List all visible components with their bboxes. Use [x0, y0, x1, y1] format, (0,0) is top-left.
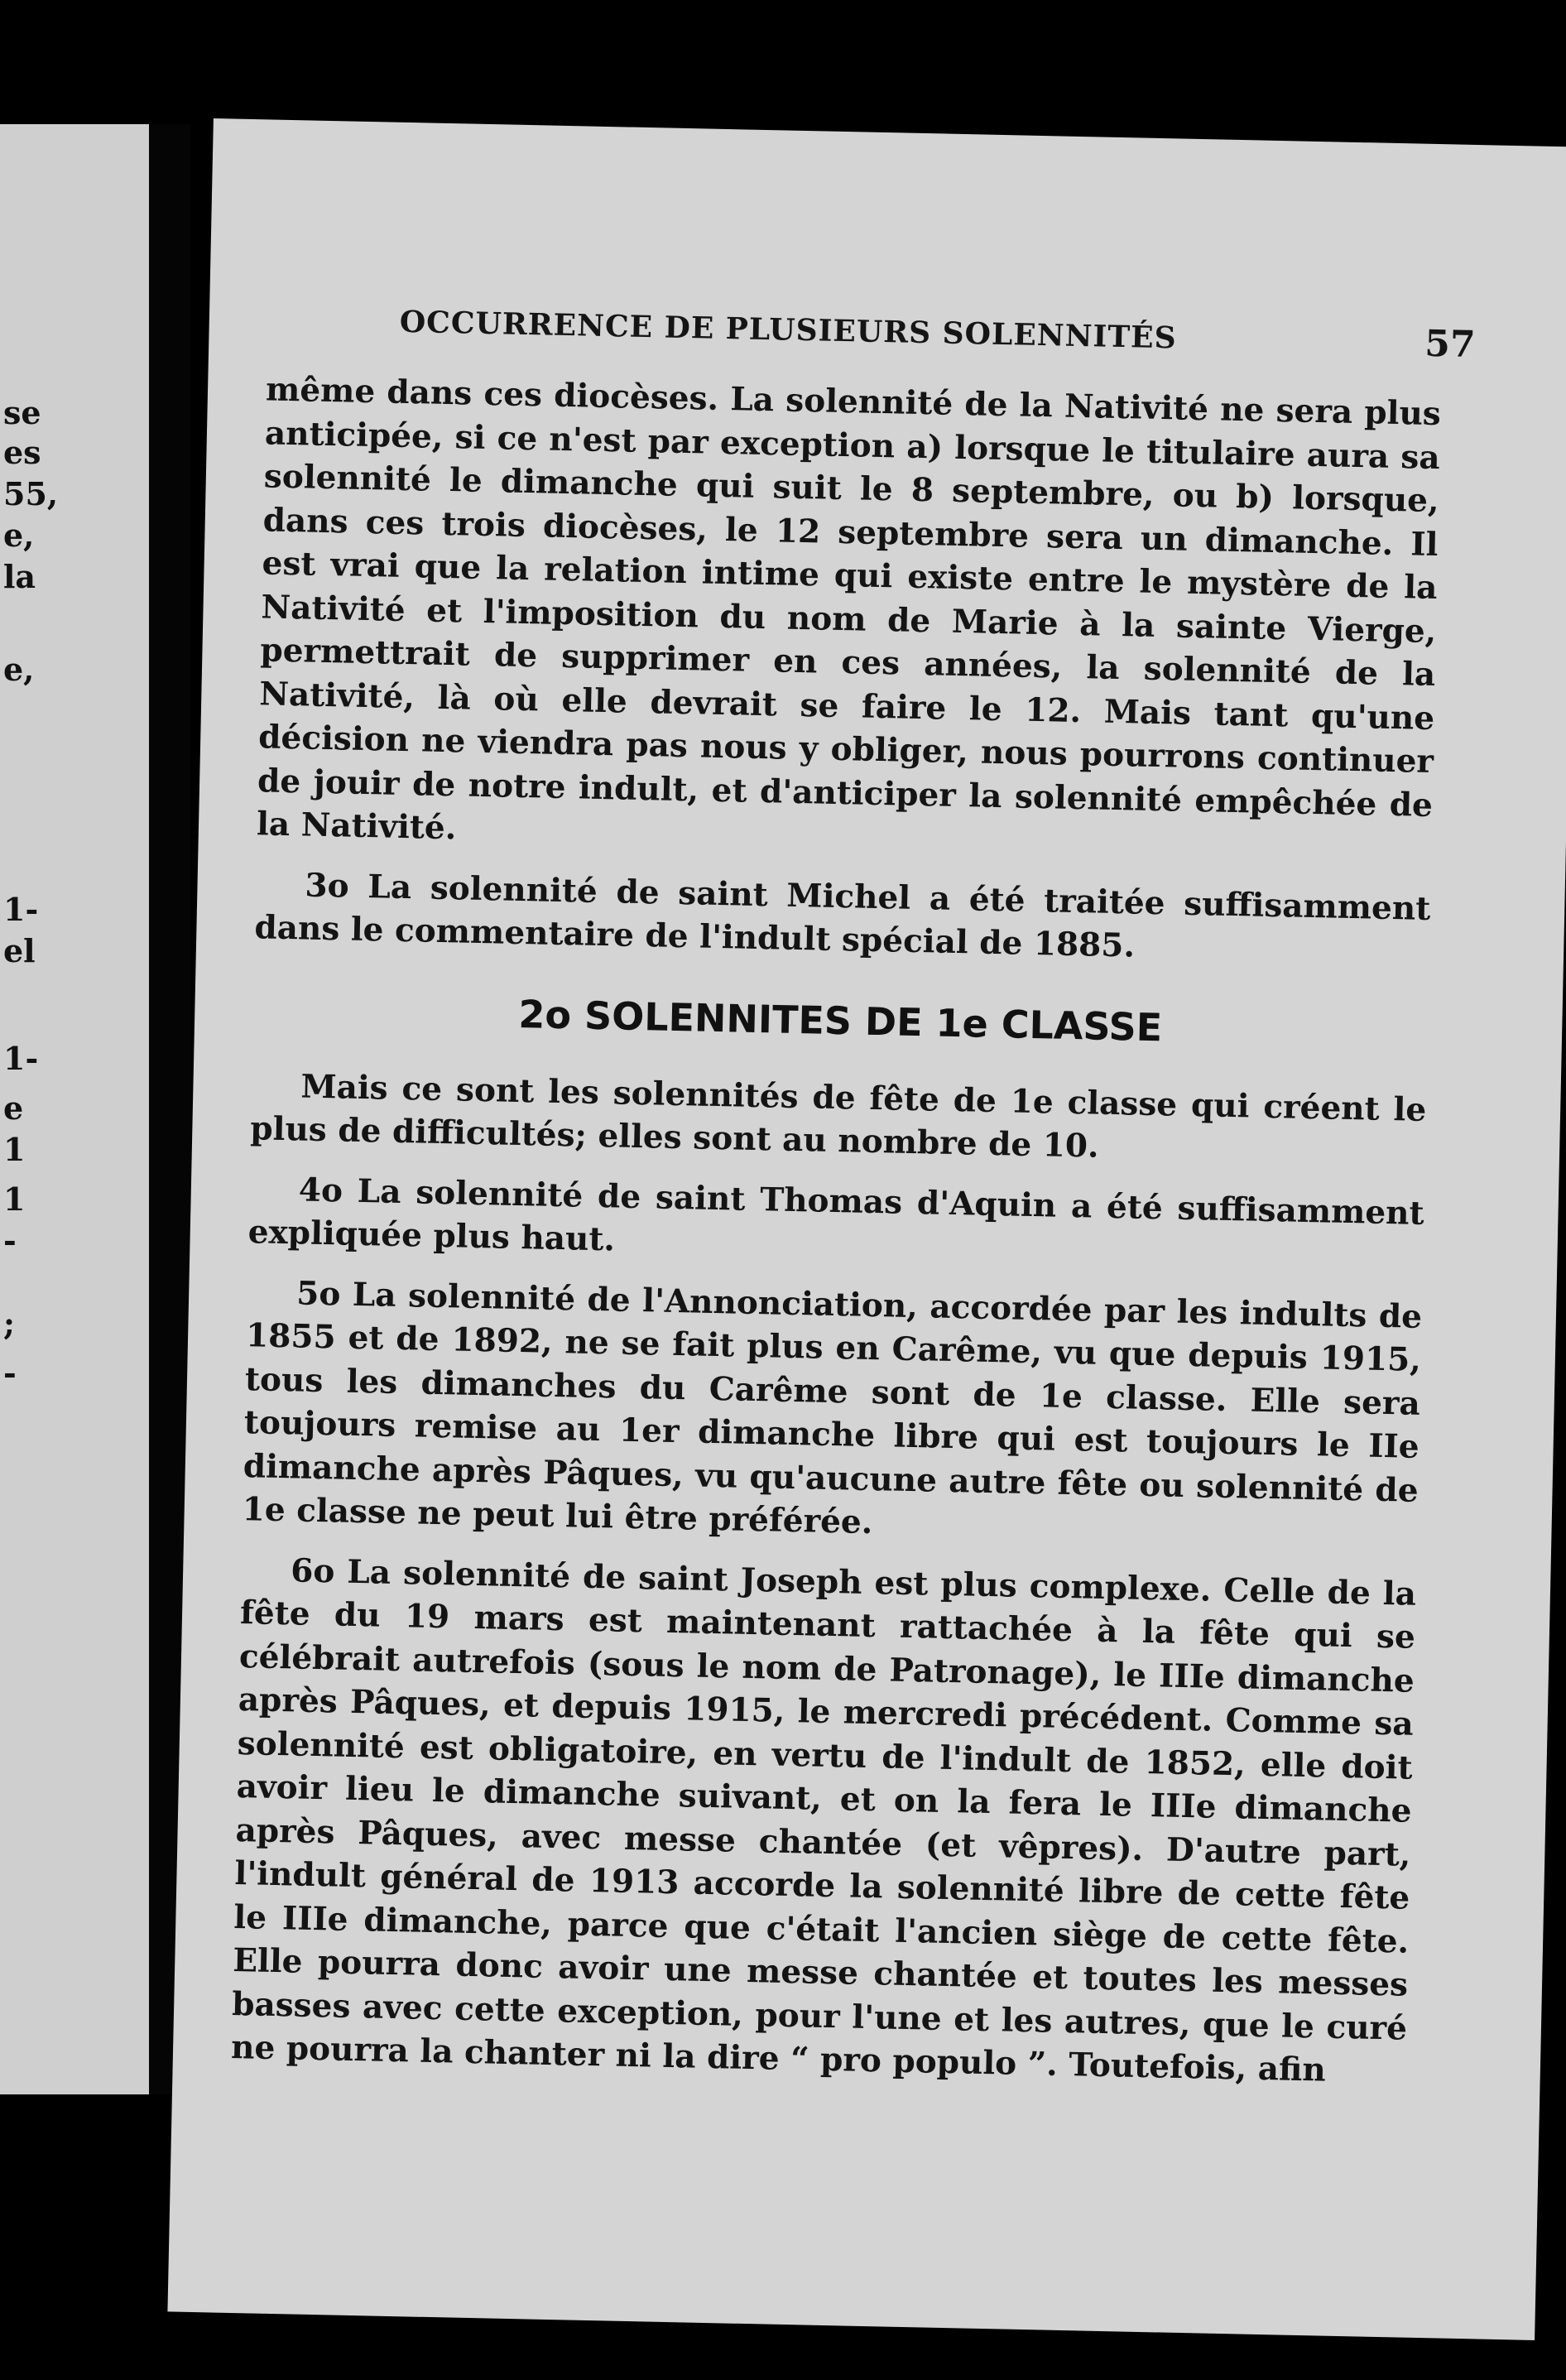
paragraph-saint-joseph: 6o La solennité de saint Joseph est plus complexe. Celle de la fête du 19 mars est maintenant rattachée à la fête qui se célébrait autrefois (sous le nom de Patronage), le IIIe dimanche après Pâques, et depuis 1915, le mercredi précédent. Comme sa solennité est obligatoire, en vertu de l'indult de 1852, elle doit avoir lieu le dimanche suivant, et on la fera le IIIe dimanche après Pâques, avec messe chantée (et vêpres). D'autre part, l'indult général de 1913 accorde la solennité libre de cette fête le IIIe dimanche, parce que c'était l'ancien siège de cette fête. Elle pourra donc avoir une messe chantée et toutes les messes basses avec cette exception, pour l'une et les autres, que le curé ne pourra la chanter ni la dire “ pro populo ”. Toutefois, afin: [230, 1551, 1417, 2089]
section-heading: 2o SOLENNITES DE 1e CLASSE: [517, 991, 1163, 1050]
paragraph-continued: même dans ces diocèses. La solennité de la Nativité ne sera plus anticipée, si ce n'est par exception a) lorsque le titulaire aura sa solennité le dimanche qui suit le 8 septembre, ou b) lorsque, dans ces trois diocèses, le 12 septembre sera un dimanche. Il est vrai que la relation intime qui existe entre le mystère de la Nativité et l'imposition du nom de Marie à la sainte Vierge, permettrait de supprimer en ces années, la solennité de la Nativité, là où elle devrait se faire le 12. Mais tant qu'une décision ne viendra pas nous y obliger, nous pourrons continuer de jouir de notre indult, et d'anticiper la solennité empêchée de la Nativité.: [256, 370, 1442, 848]
paragraph-saint-michel: 3o La solennité de saint Michel a été traitée suffisamment dans le commentaire de l'indult spécial de 1885.: [253, 866, 1431, 965]
running-header: [267, 301, 1476, 377]
margin-fragment: e,: [3, 517, 35, 554]
running-title: OCCURRENCE DE PLUSIEURS SOLENNITÉS: [399, 304, 1178, 356]
margin-fragment: se: [3, 394, 41, 431]
margin-fragment: es: [3, 434, 41, 471]
paragraph-saint-thomas: 4o La solennité de saint Thomas d'Aquin a été suffisamment expliquée plus haut.: [247, 1170, 1425, 1259]
margin-fragment: ;: [3, 1305, 16, 1342]
margin-fragment: -: [3, 1222, 17, 1259]
page-number: 57: [1424, 322, 1477, 366]
margin-fragment: la: [3, 558, 36, 595]
margin-fragment: 1: [3, 1131, 26, 1168]
margin-fragment: 55,: [3, 475, 59, 512]
margin-fragment: 1: [3, 1180, 26, 1218]
paragraph-annonciation: 5o La solennité de l'Annonciation, accordée par les indults de 1855 et de 1892, ne se fait plus en Carême, vu que depuis 1915, tous les dimanches du Carême sont de 1e classe. Elle sera toujours remise au 1er dimanche libre qui est toujours le IIe dimanche après Pâques, vu qu'aucune autre fête ou solennité de 1e classe ne peut lui être préférée.: [242, 1273, 1423, 1542]
paragraph-intro: Mais ce sont les solennités de fête de 1e classe qui créent le plus de difficultés; elles sont au nombre de 10.: [249, 1066, 1427, 1166]
margin-fragment: e: [3, 1089, 24, 1127]
margin-fragment: el: [3, 932, 36, 969]
book-page: [167, 118, 1566, 2340]
margin-fragment: -: [3, 1354, 17, 1392]
margin-fragment: e,: [3, 651, 35, 688]
previous-page-edge: [0, 124, 149, 2094]
page-body: [230, 368, 1441, 2110]
margin-fragment: 1-: [3, 1040, 39, 1077]
margin-fragment: 1-: [3, 891, 39, 928]
